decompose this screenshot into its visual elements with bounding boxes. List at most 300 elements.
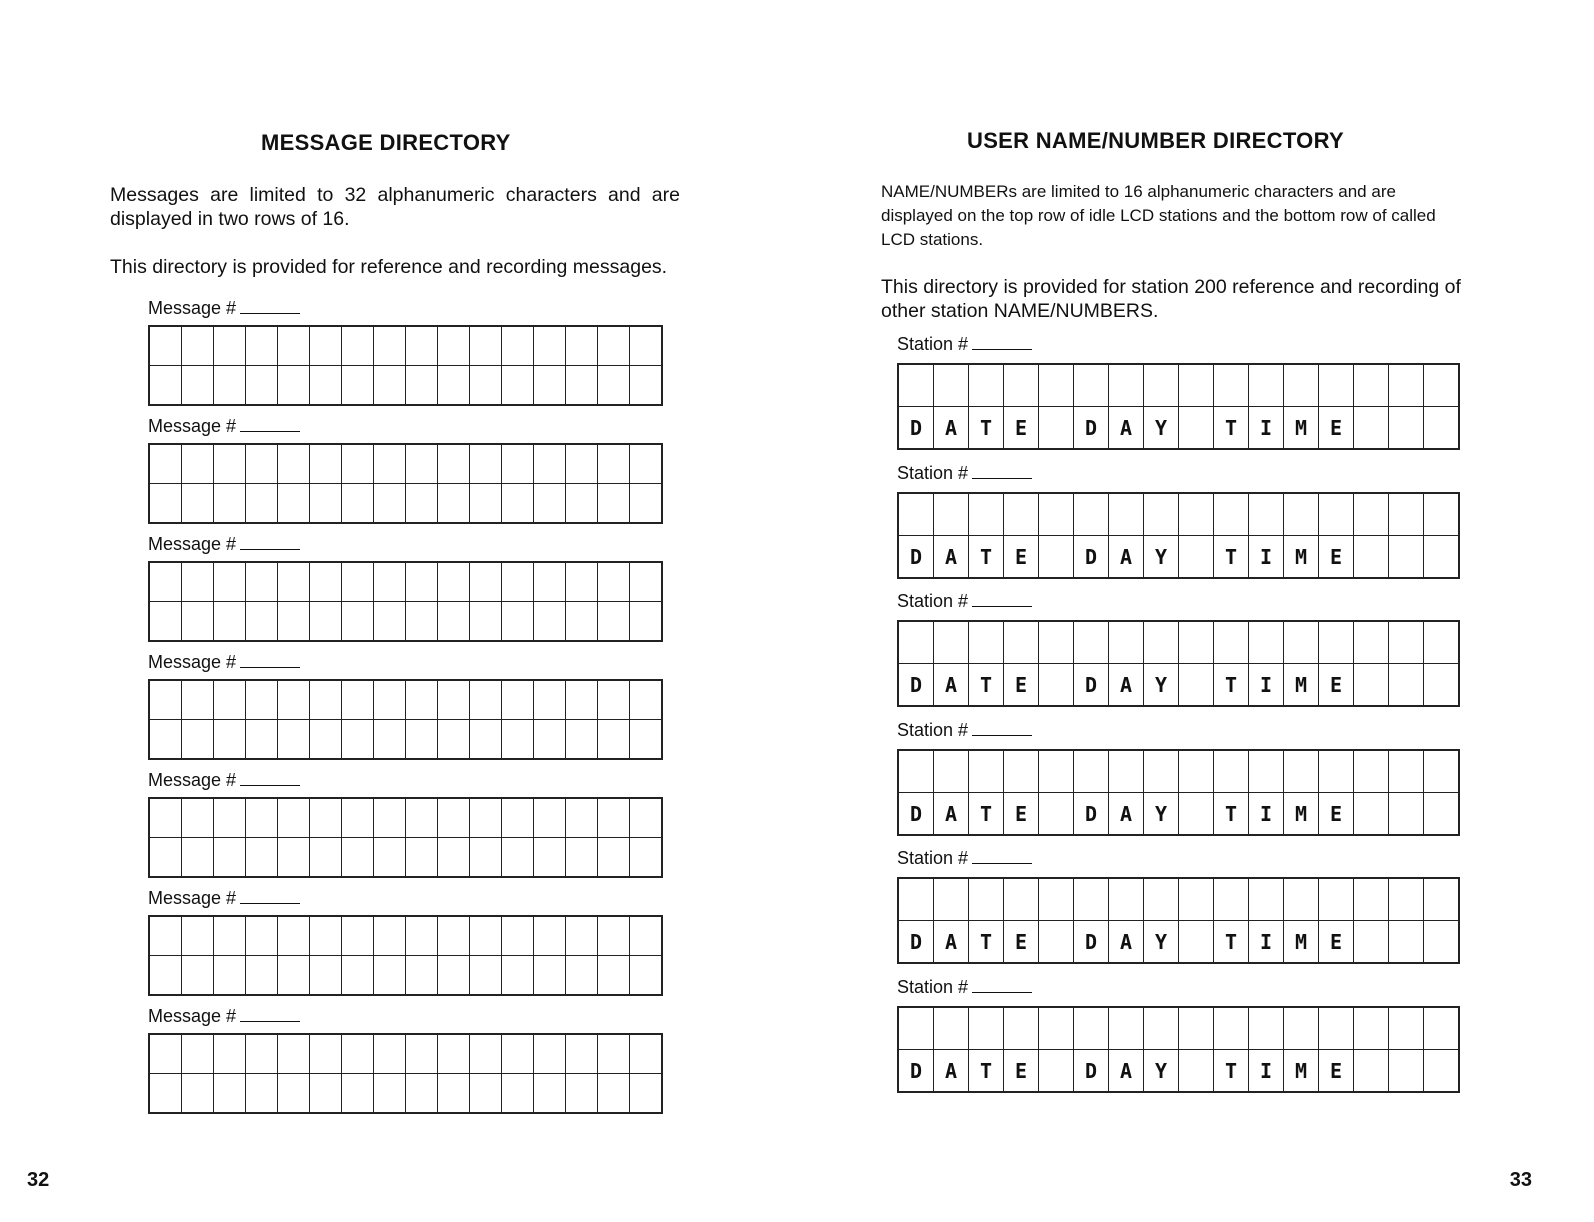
character-cell[interactable] (182, 798, 214, 838)
character-cell[interactable] (934, 621, 969, 664)
character-cell[interactable] (502, 680, 534, 720)
character-cell[interactable] (406, 484, 438, 524)
character-cell[interactable] (246, 444, 278, 484)
character-cell[interactable] (438, 680, 470, 720)
character-cell[interactable] (534, 366, 566, 406)
character-cell[interactable] (1319, 750, 1354, 793)
character-cell[interactable] (630, 956, 663, 996)
character-cell[interactable] (630, 326, 663, 366)
character-cell[interactable] (278, 916, 310, 956)
character-cell[interactable] (969, 493, 1004, 536)
character-cell[interactable] (1249, 878, 1284, 921)
character-cell[interactable] (342, 956, 374, 996)
character-cell[interactable] (1354, 750, 1389, 793)
character-cell[interactable] (182, 916, 214, 956)
character-cell[interactable] (374, 444, 406, 484)
character-cell[interactable] (534, 838, 566, 878)
character-cell[interactable] (598, 444, 630, 484)
character-cell[interactable] (310, 916, 342, 956)
character-cell[interactable] (1354, 793, 1389, 836)
character-cell[interactable] (1424, 536, 1460, 579)
character-cell[interactable] (342, 444, 374, 484)
station-number-blank[interactable] (972, 348, 1032, 350)
character-cell[interactable] (342, 798, 374, 838)
character-cell[interactable] (214, 916, 246, 956)
character-cell[interactable] (502, 326, 534, 366)
character-cell[interactable] (1249, 750, 1284, 793)
character-cell[interactable] (342, 484, 374, 524)
character-cell[interactable] (406, 366, 438, 406)
character-cell[interactable] (1249, 493, 1284, 536)
character-cell[interactable] (969, 1007, 1004, 1050)
character-cell[interactable] (278, 484, 310, 524)
character-cell[interactable] (898, 364, 934, 407)
character-cell[interactable] (438, 720, 470, 760)
character-cell[interactable] (406, 1034, 438, 1074)
character-cell[interactable] (438, 484, 470, 524)
character-cell[interactable] (149, 838, 182, 878)
character-cell[interactable] (1249, 621, 1284, 664)
character-cell[interactable] (1179, 493, 1214, 536)
character-cell[interactable] (149, 366, 182, 406)
character-cell[interactable] (598, 720, 630, 760)
character-cell[interactable] (969, 621, 1004, 664)
character-cell[interactable] (149, 326, 182, 366)
character-cell[interactable] (406, 602, 438, 642)
character-cell[interactable] (1144, 750, 1179, 793)
character-cell[interactable] (246, 838, 278, 878)
character-cell[interactable] (149, 1034, 182, 1074)
character-cell[interactable] (470, 1074, 502, 1114)
character-cell[interactable] (149, 602, 182, 642)
character-cell[interactable] (1144, 878, 1179, 921)
character-cell[interactable] (598, 484, 630, 524)
station-number-blank[interactable] (972, 477, 1032, 479)
message-number-blank[interactable] (240, 666, 300, 668)
character-cell[interactable] (278, 326, 310, 366)
character-cell[interactable] (1389, 878, 1424, 921)
character-cell[interactable] (1424, 750, 1460, 793)
character-cell[interactable] (214, 838, 246, 878)
character-cell[interactable] (374, 366, 406, 406)
character-cell[interactable] (534, 956, 566, 996)
character-cell[interactable] (1039, 536, 1074, 579)
character-cell[interactable] (1424, 364, 1460, 407)
character-cell[interactable] (598, 562, 630, 602)
character-cell[interactable] (502, 916, 534, 956)
character-cell[interactable] (1179, 750, 1214, 793)
character-cell[interactable] (342, 1074, 374, 1114)
character-cell[interactable] (566, 838, 598, 878)
character-cell[interactable] (1354, 921, 1389, 964)
character-cell[interactable] (1179, 621, 1214, 664)
character-cell[interactable] (534, 798, 566, 838)
character-cell[interactable] (898, 621, 934, 664)
character-cell[interactable] (406, 326, 438, 366)
character-cell[interactable] (934, 1007, 969, 1050)
character-cell[interactable] (374, 602, 406, 642)
character-cell[interactable] (1354, 1007, 1389, 1050)
character-cell[interactable] (1179, 664, 1214, 707)
character-cell[interactable] (278, 838, 310, 878)
character-cell[interactable] (406, 444, 438, 484)
character-cell[interactable] (566, 1074, 598, 1114)
character-cell[interactable] (438, 326, 470, 366)
character-cell[interactable] (969, 750, 1004, 793)
character-cell[interactable] (470, 602, 502, 642)
character-cell[interactable] (1284, 493, 1319, 536)
character-cell[interactable] (374, 956, 406, 996)
character-cell[interactable] (969, 364, 1004, 407)
character-cell[interactable] (1389, 1050, 1424, 1093)
character-cell[interactable] (934, 364, 969, 407)
message-number-blank[interactable] (240, 1020, 300, 1022)
character-cell[interactable] (374, 838, 406, 878)
character-cell[interactable] (470, 720, 502, 760)
character-cell[interactable] (278, 680, 310, 720)
character-cell[interactable] (342, 680, 374, 720)
character-cell[interactable] (310, 326, 342, 366)
character-cell[interactable] (342, 720, 374, 760)
character-cell[interactable] (1214, 493, 1249, 536)
character-cell[interactable] (470, 484, 502, 524)
character-cell[interactable] (374, 326, 406, 366)
character-cell[interactable] (182, 1034, 214, 1074)
character-cell[interactable] (406, 956, 438, 996)
character-cell[interactable] (182, 444, 214, 484)
character-cell[interactable] (1424, 793, 1460, 836)
character-cell[interactable] (214, 1034, 246, 1074)
character-cell[interactable] (149, 956, 182, 996)
character-cell[interactable] (534, 1074, 566, 1114)
character-cell[interactable] (1319, 364, 1354, 407)
character-cell[interactable] (1144, 364, 1179, 407)
character-cell[interactable] (630, 1034, 663, 1074)
character-cell[interactable] (1389, 621, 1424, 664)
character-cell[interactable] (310, 602, 342, 642)
character-cell[interactable] (374, 680, 406, 720)
station-number-blank[interactable] (972, 991, 1032, 993)
character-cell[interactable] (182, 562, 214, 602)
character-cell[interactable] (182, 680, 214, 720)
character-cell[interactable] (214, 366, 246, 406)
character-cell[interactable] (534, 326, 566, 366)
character-cell[interactable] (1354, 364, 1389, 407)
character-cell[interactable] (438, 1034, 470, 1074)
character-cell[interactable] (598, 326, 630, 366)
character-cell[interactable] (502, 720, 534, 760)
character-cell[interactable] (149, 798, 182, 838)
character-cell[interactable] (1319, 878, 1354, 921)
character-cell[interactable] (438, 562, 470, 602)
character-cell[interactable] (1179, 793, 1214, 836)
character-cell[interactable] (214, 956, 246, 996)
character-cell[interactable] (438, 838, 470, 878)
character-cell[interactable] (566, 444, 598, 484)
character-cell[interactable] (934, 493, 969, 536)
character-cell[interactable] (246, 562, 278, 602)
character-cell[interactable] (598, 366, 630, 406)
character-cell[interactable] (630, 838, 663, 878)
character-cell[interactable] (534, 1034, 566, 1074)
character-cell[interactable] (182, 838, 214, 878)
character-cell[interactable] (1074, 493, 1109, 536)
character-cell[interactable] (534, 680, 566, 720)
character-cell[interactable] (1039, 493, 1074, 536)
character-cell[interactable] (310, 444, 342, 484)
character-cell[interactable] (470, 326, 502, 366)
character-cell[interactable] (278, 366, 310, 406)
character-cell[interactable] (1424, 1050, 1460, 1093)
character-cell[interactable] (278, 562, 310, 602)
character-cell[interactable] (1284, 878, 1319, 921)
character-cell[interactable] (566, 562, 598, 602)
character-cell[interactable] (1179, 1050, 1214, 1093)
character-cell[interactable] (278, 720, 310, 760)
character-cell[interactable] (278, 798, 310, 838)
character-cell[interactable] (342, 1034, 374, 1074)
character-cell[interactable] (470, 798, 502, 838)
character-cell[interactable] (598, 602, 630, 642)
character-cell[interactable] (310, 366, 342, 406)
character-cell[interactable] (438, 1074, 470, 1114)
character-cell[interactable] (598, 680, 630, 720)
character-cell[interactable] (1354, 1050, 1389, 1093)
character-cell[interactable] (310, 484, 342, 524)
character-cell[interactable] (630, 916, 663, 956)
character-cell[interactable] (1424, 878, 1460, 921)
character-cell[interactable] (470, 680, 502, 720)
character-cell[interactable] (630, 562, 663, 602)
character-cell[interactable] (630, 484, 663, 524)
character-cell[interactable] (630, 680, 663, 720)
character-cell[interactable] (278, 1074, 310, 1114)
character-cell[interactable] (214, 444, 246, 484)
character-cell[interactable] (1039, 878, 1074, 921)
character-cell[interactable] (374, 916, 406, 956)
character-cell[interactable] (969, 878, 1004, 921)
character-cell[interactable] (438, 798, 470, 838)
character-cell[interactable] (1354, 407, 1389, 450)
character-cell[interactable] (566, 326, 598, 366)
character-cell[interactable] (1144, 1007, 1179, 1050)
station-number-blank[interactable] (972, 862, 1032, 864)
character-cell[interactable] (534, 720, 566, 760)
character-cell[interactable] (246, 916, 278, 956)
character-cell[interactable] (310, 956, 342, 996)
character-cell[interactable] (246, 484, 278, 524)
character-cell[interactable] (214, 484, 246, 524)
character-cell[interactable] (1214, 750, 1249, 793)
character-cell[interactable] (310, 838, 342, 878)
character-cell[interactable] (278, 602, 310, 642)
character-cell[interactable] (342, 838, 374, 878)
character-cell[interactable] (566, 366, 598, 406)
character-cell[interactable] (630, 602, 663, 642)
message-number-blank[interactable] (240, 312, 300, 314)
message-number-blank[interactable] (240, 902, 300, 904)
character-cell[interactable] (534, 602, 566, 642)
character-cell[interactable] (182, 366, 214, 406)
character-cell[interactable] (149, 680, 182, 720)
character-cell[interactable] (310, 680, 342, 720)
character-cell[interactable] (374, 562, 406, 602)
character-cell[interactable] (1389, 793, 1424, 836)
character-cell[interactable] (1179, 536, 1214, 579)
character-cell[interactable] (598, 916, 630, 956)
character-cell[interactable] (1109, 1007, 1144, 1050)
character-cell[interactable] (1004, 364, 1039, 407)
character-cell[interactable] (470, 956, 502, 996)
character-cell[interactable] (1074, 750, 1109, 793)
character-cell[interactable] (1389, 1007, 1424, 1050)
character-cell[interactable] (1179, 407, 1214, 450)
character-cell[interactable] (374, 1034, 406, 1074)
character-cell[interactable] (1179, 921, 1214, 964)
character-cell[interactable] (1074, 878, 1109, 921)
character-cell[interactable] (438, 444, 470, 484)
character-cell[interactable] (934, 878, 969, 921)
character-cell[interactable] (1004, 621, 1039, 664)
character-cell[interactable] (310, 1034, 342, 1074)
character-cell[interactable] (1039, 364, 1074, 407)
character-cell[interactable] (1109, 493, 1144, 536)
character-cell[interactable] (470, 916, 502, 956)
character-cell[interactable] (214, 680, 246, 720)
character-cell[interactable] (502, 956, 534, 996)
character-cell[interactable] (214, 1074, 246, 1114)
character-cell[interactable] (566, 680, 598, 720)
character-cell[interactable] (246, 798, 278, 838)
message-number-blank[interactable] (240, 784, 300, 786)
character-cell[interactable] (1214, 878, 1249, 921)
character-cell[interactable] (214, 326, 246, 366)
character-cell[interactable] (406, 562, 438, 602)
character-cell[interactable] (182, 1074, 214, 1114)
character-cell[interactable] (310, 720, 342, 760)
character-cell[interactable] (182, 602, 214, 642)
character-cell[interactable] (566, 602, 598, 642)
character-cell[interactable] (934, 750, 969, 793)
character-cell[interactable] (630, 798, 663, 838)
character-cell[interactable] (502, 484, 534, 524)
character-cell[interactable] (374, 484, 406, 524)
character-cell[interactable] (630, 720, 663, 760)
message-number-blank[interactable] (240, 548, 300, 550)
character-cell[interactable] (630, 444, 663, 484)
character-cell[interactable] (1424, 1007, 1460, 1050)
character-cell[interactable] (1389, 921, 1424, 964)
character-cell[interactable] (182, 484, 214, 524)
character-cell[interactable] (310, 798, 342, 838)
character-cell[interactable] (406, 1074, 438, 1114)
character-cell[interactable] (566, 484, 598, 524)
character-cell[interactable] (1424, 664, 1460, 707)
character-cell[interactable] (406, 838, 438, 878)
character-cell[interactable] (502, 602, 534, 642)
character-cell[interactable] (470, 1034, 502, 1074)
character-cell[interactable] (1319, 621, 1354, 664)
character-cell[interactable] (898, 1007, 934, 1050)
character-cell[interactable] (502, 798, 534, 838)
character-cell[interactable] (502, 1034, 534, 1074)
character-cell[interactable] (1074, 621, 1109, 664)
character-cell[interactable] (1424, 621, 1460, 664)
character-cell[interactable] (1284, 1007, 1319, 1050)
character-cell[interactable] (1004, 1007, 1039, 1050)
character-cell[interactable] (246, 1034, 278, 1074)
character-cell[interactable] (1214, 1007, 1249, 1050)
character-cell[interactable] (1144, 493, 1179, 536)
character-cell[interactable] (246, 366, 278, 406)
character-cell[interactable] (1039, 921, 1074, 964)
character-cell[interactable] (1214, 364, 1249, 407)
character-cell[interactable] (534, 444, 566, 484)
character-cell[interactable] (1354, 536, 1389, 579)
character-cell[interactable] (1004, 493, 1039, 536)
character-cell[interactable] (182, 720, 214, 760)
character-cell[interactable] (566, 798, 598, 838)
character-cell[interactable] (1039, 750, 1074, 793)
character-cell[interactable] (438, 916, 470, 956)
character-cell[interactable] (630, 1074, 663, 1114)
character-cell[interactable] (1354, 664, 1389, 707)
character-cell[interactable] (566, 720, 598, 760)
character-cell[interactable] (246, 1074, 278, 1114)
character-cell[interactable] (342, 916, 374, 956)
character-cell[interactable] (502, 838, 534, 878)
character-cell[interactable] (1179, 1007, 1214, 1050)
character-cell[interactable] (406, 680, 438, 720)
character-cell[interactable] (1109, 750, 1144, 793)
character-cell[interactable] (214, 798, 246, 838)
character-cell[interactable] (566, 956, 598, 996)
character-cell[interactable] (502, 366, 534, 406)
character-cell[interactable] (566, 916, 598, 956)
character-cell[interactable] (470, 838, 502, 878)
character-cell[interactable] (278, 956, 310, 996)
character-cell[interactable] (214, 720, 246, 760)
character-cell[interactable] (1424, 493, 1460, 536)
character-cell[interactable] (598, 956, 630, 996)
character-cell[interactable] (438, 602, 470, 642)
character-cell[interactable] (1109, 878, 1144, 921)
character-cell[interactable] (1389, 364, 1424, 407)
character-cell[interactable] (1389, 664, 1424, 707)
character-cell[interactable] (502, 444, 534, 484)
character-cell[interactable] (898, 878, 934, 921)
character-cell[interactable] (1214, 621, 1249, 664)
character-cell[interactable] (278, 444, 310, 484)
character-cell[interactable] (1249, 364, 1284, 407)
character-cell[interactable] (470, 562, 502, 602)
character-cell[interactable] (310, 1074, 342, 1114)
character-cell[interactable] (1424, 921, 1460, 964)
message-number-blank[interactable] (240, 430, 300, 432)
character-cell[interactable] (246, 956, 278, 996)
station-number-blank[interactable] (972, 734, 1032, 736)
character-cell[interactable] (406, 798, 438, 838)
character-cell[interactable] (246, 680, 278, 720)
character-cell[interactable] (1004, 878, 1039, 921)
character-cell[interactable] (1389, 536, 1424, 579)
character-cell[interactable] (342, 366, 374, 406)
character-cell[interactable] (1039, 664, 1074, 707)
character-cell[interactable] (1039, 407, 1074, 450)
character-cell[interactable] (630, 366, 663, 406)
character-cell[interactable] (1039, 1050, 1074, 1093)
character-cell[interactable] (374, 798, 406, 838)
